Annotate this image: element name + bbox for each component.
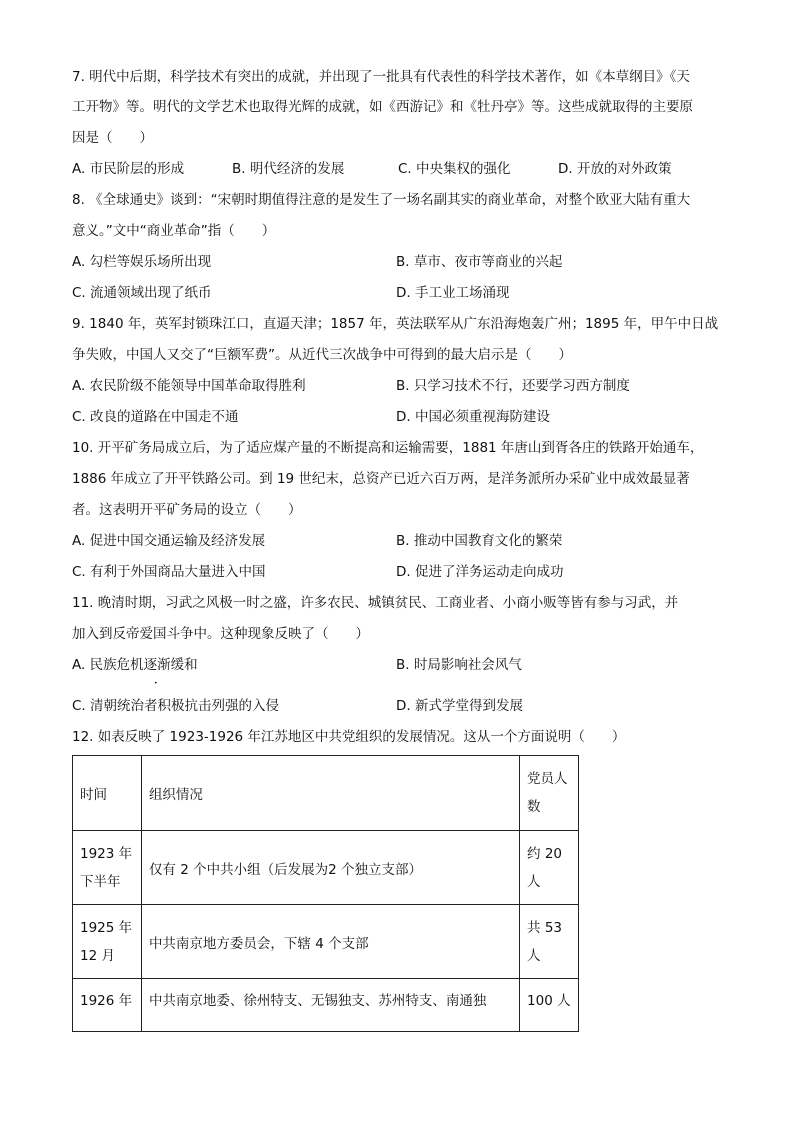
header-time [73, 756, 142, 831]
cell-members [520, 831, 579, 905]
cell-org [141, 905, 519, 979]
options-row [72, 154, 722, 185]
option-b[interactable]: B. 只学习技术不行，还要学习西方制度 [396, 378, 630, 394]
cell-org-text: 中共南京地委、徐州特支、无锡独支、苏州特支、南通独 [148, 993, 487, 1009]
option-c[interactable]: C. 流通领域出现了纸币 [72, 285, 212, 301]
question-11 [72, 588, 722, 722]
stray-dot [72, 681, 722, 691]
cell-time-text: 1925 年 [80, 919, 133, 936]
question-7 [72, 62, 722, 185]
question-10 [72, 433, 722, 588]
question-stem-line: 8. 《全球通史》谈到：“宋朝时期值得注意的是发生了一场名副其实的商业革命，对整个欧亚大陆有重大 [72, 192, 691, 208]
options-row [72, 402, 722, 433]
question-stem-line: 11. 晚清时期，习武之风极一时之盛，许多农民、城镇贫民、工商业者、小商小贩等皆有参与习武，并 [72, 595, 679, 611]
cell-org-text: 仅有 2 个中共小组（后发展为2 个独立支部） [148, 861, 422, 878]
table-row [73, 831, 579, 905]
option-b[interactable]: B. 明代经济的发展 [232, 161, 345, 177]
options-row [72, 691, 722, 722]
header-time-label: 时间 [80, 787, 107, 803]
question-stem-line: 意义。”文中“商业革命”指（ ） [72, 223, 276, 239]
options-row [72, 557, 722, 588]
question-stem-line: 1886 年成立了开平铁路公司。到 19 世纪末，总资产已近六百万两，是洋务派所办采矿业中成效最显著 [72, 471, 690, 487]
option-a[interactable]: A. 市民阶层的形成 [72, 161, 185, 177]
option-d[interactable]: D. 中国必须重视海防建设 [396, 409, 550, 425]
option-c[interactable]: C. 有利于外国商品大量进入中国 [72, 564, 266, 580]
question-stem-line: 工开物》等。明代的文学艺术也取得光辉的成就，如《西游记》和《牡丹亭》等。这些成就取得的主要原 [72, 99, 693, 115]
option-c[interactable]: C. 清朝统治者积极抗击列强的入侵 [72, 698, 280, 714]
cell-members [520, 979, 579, 1032]
header-org-label: 组织情况 [148, 787, 203, 803]
cell-time [73, 905, 142, 979]
options-row [72, 371, 722, 402]
cell-time-text: 1926 年 [80, 993, 133, 1009]
stray-mark: • [154, 680, 158, 687]
header-members-label: 党员人 [527, 771, 568, 787]
table-header-row [73, 756, 579, 831]
question-8 [72, 185, 722, 309]
cell-members-text: 约 20 [527, 845, 563, 862]
option-d[interactable]: D. 新式学堂得到发展 [396, 698, 523, 714]
header-org [141, 756, 519, 831]
question-stem-line: 9. 1840 年，英军封锁珠江口，直逼天津；1857 年，英法联军从广东沿海炮轰广州；1895 年，甲午中日战 [72, 316, 719, 332]
cell-time-text: 12 月 [80, 947, 115, 964]
options-row [72, 526, 722, 557]
question-stem-line: 10. 开平矿务局成立后，为了适应煤产量的不断提高和运输需要，1881 年唐山到胥各庄的铁路开始通车， [72, 440, 704, 456]
option-a[interactable]: A. 农民阶级不能领导中国革命取得胜利 [72, 378, 306, 394]
question-stem-line: 争失败，中国人又交了“巨额军费”。从近代三次战争中可得到的最大启示是（ ） [72, 347, 572, 363]
question-12 [72, 722, 722, 1032]
question-stem-line: 加入到反帝爱国斗争中。这种现象反映了（ ） [72, 626, 369, 642]
cell-members-text: 人 [527, 873, 541, 890]
option-a[interactable]: A. 勾栏等娱乐场所出现 [72, 254, 212, 270]
table-row [73, 905, 579, 979]
table-row [73, 979, 579, 1032]
party-organization-table [72, 755, 579, 1032]
header-members-label: 数 [527, 799, 541, 815]
cell-members-text: 100 人 [527, 993, 571, 1009]
options-row [72, 650, 722, 681]
cell-members-text: 人 [527, 947, 541, 964]
cell-time [73, 831, 142, 905]
header-members [520, 756, 579, 831]
option-a[interactable]: A. 促进中国交通运输及经济发展 [72, 533, 266, 549]
option-d[interactable]: D. 开放的对外政策 [558, 161, 672, 177]
options-row [72, 247, 722, 278]
question-9 [72, 309, 722, 433]
cell-org [141, 979, 519, 1032]
question-stem-line: 12. 如表反映了 1923-1926 年江苏地区中共党组织的发展情况。这从一个方面说明（ ） [72, 729, 626, 745]
option-c[interactable]: C. 中央集权的强化 [398, 161, 511, 177]
options-row [72, 278, 722, 309]
option-b[interactable]: B. 推动中国教育文化的繁荣 [396, 533, 563, 549]
cell-org [141, 831, 519, 905]
exam-page [72, 62, 722, 1032]
cell-time-text: 下半年 [80, 873, 121, 890]
question-stem-line: 7. 明代中后期，科学技术有突出的成就，并出现了一批具有代表性的科学技术著作，如《本草纲目》《天 [72, 69, 690, 85]
cell-time-text: 1923 年 [80, 845, 133, 862]
cell-org-text: 中共南京地方委员会，下辖 4 个支部 [148, 935, 369, 952]
option-d[interactable]: D. 手工业工场涌现 [396, 285, 510, 301]
question-stem-line: 因是（ ） [72, 130, 153, 146]
option-d[interactable]: D. 促进了洋务运动走向成功 [396, 564, 564, 580]
cell-time [73, 979, 142, 1032]
cell-members [520, 905, 579, 979]
option-b[interactable]: B. 草市、夜市等商业的兴起 [396, 254, 563, 270]
option-a[interactable]: A. 民族危机逐渐缓和 [72, 657, 198, 673]
question-stem-line: 者。这表明开平矿务局的设立（ ） [72, 502, 302, 518]
cell-members-text: 共 53 [527, 919, 563, 936]
option-b[interactable]: B. 时局影响社会风气 [396, 657, 522, 673]
option-c[interactable]: C. 改良的道路在中国走不通 [72, 409, 239, 425]
